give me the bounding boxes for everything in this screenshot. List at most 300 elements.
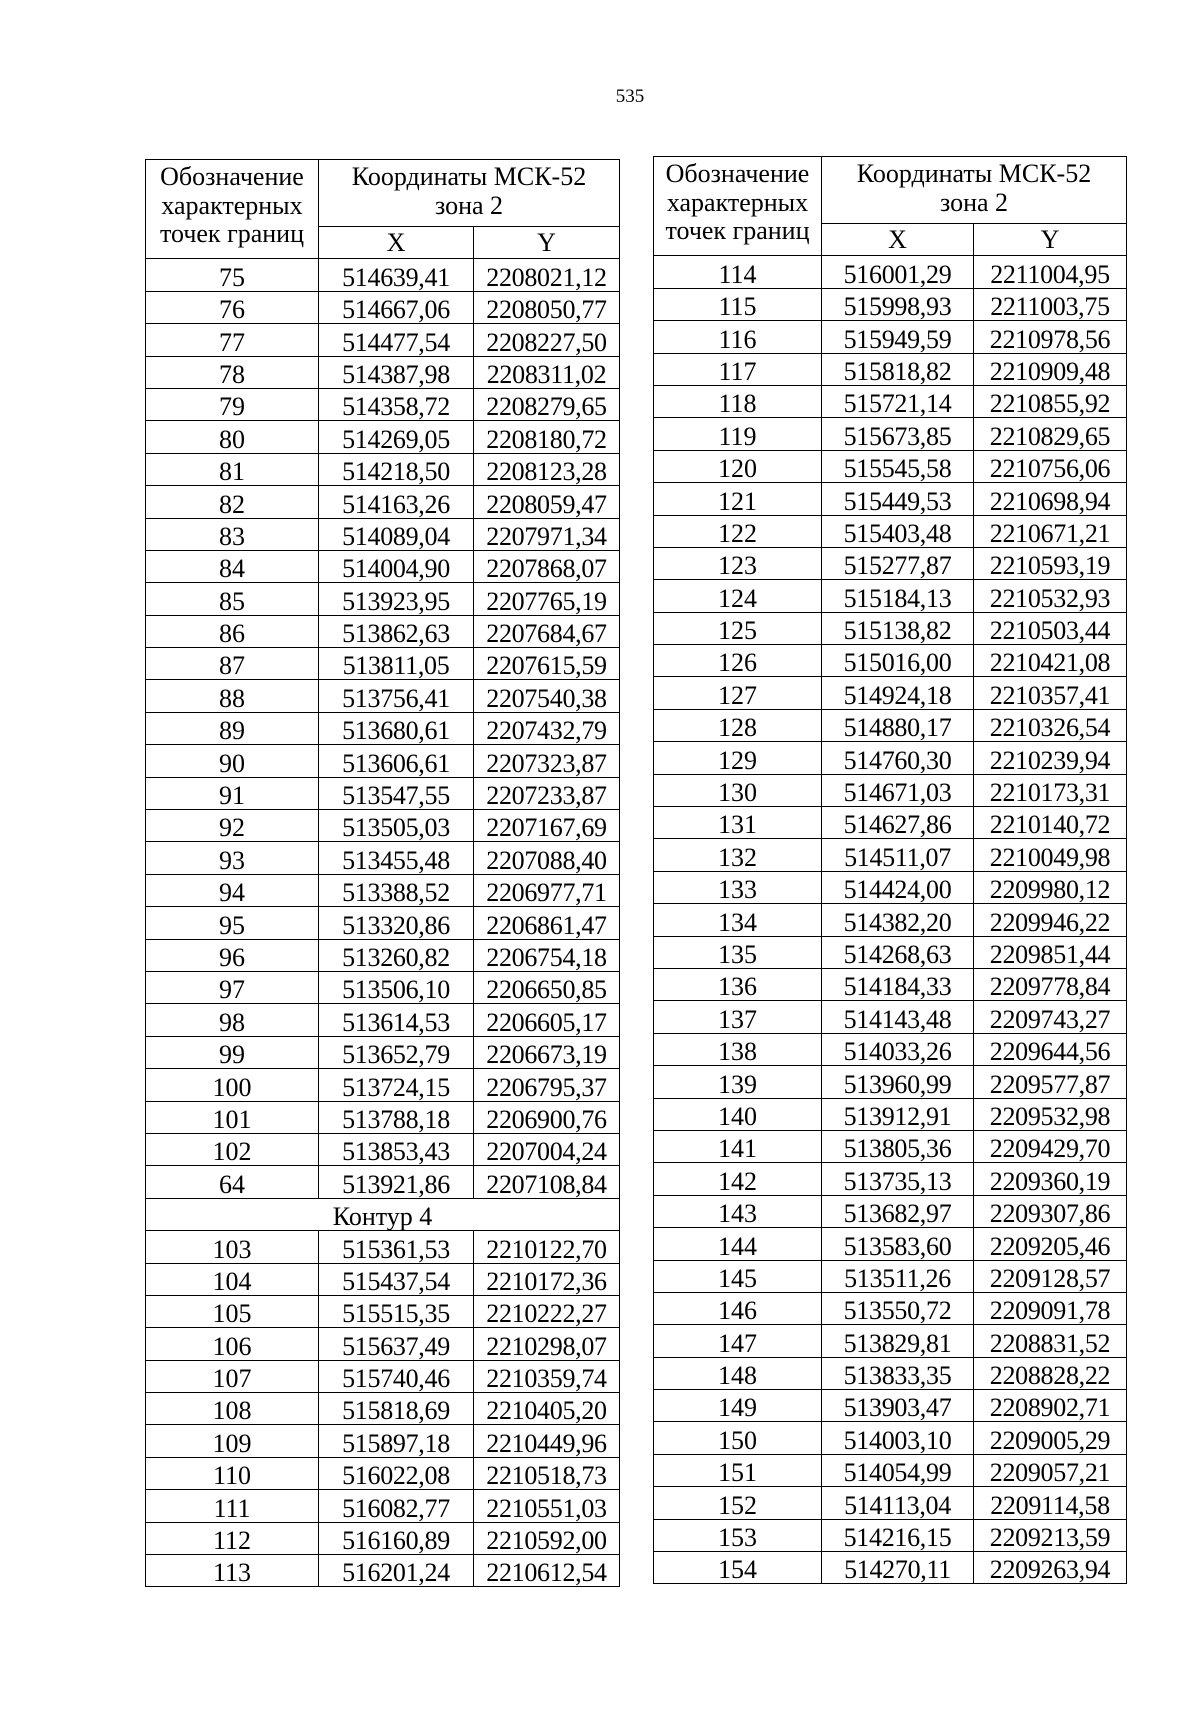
x-coordinate-cell: 513455,48 (319, 842, 474, 874)
point-id-cell: 133 (654, 871, 822, 903)
y-coordinate-cell: 2210421,08 (974, 645, 1127, 677)
table-row (654, 580, 1127, 612)
table-row (654, 1195, 1127, 1227)
x-coordinate-cell: 515721,14 (822, 385, 974, 417)
y-coordinate-cell: 2209980,12 (974, 871, 1127, 903)
x-coordinate-cell: 513682,97 (822, 1195, 974, 1227)
point-id-cell: 113 (146, 1555, 319, 1587)
y-coordinate-cell: 2210239,94 (974, 742, 1127, 774)
table-row (146, 486, 620, 518)
point-id-cell: 75 (146, 259, 319, 291)
table-body-right (654, 256, 1127, 1584)
x-coordinate-cell: 514270,11 (822, 1552, 974, 1584)
coordinates-table-left (145, 159, 620, 1587)
x-coordinate-cell: 516082,77 (319, 1490, 474, 1522)
x-coordinate-cell: 513923,95 (319, 583, 474, 615)
point-id-cell: 130 (654, 774, 822, 806)
point-id-cell: 89 (146, 712, 319, 744)
table-body-left (146, 259, 620, 1587)
y-coordinate-cell: 2208279,65 (474, 388, 620, 420)
table-row (146, 1522, 620, 1554)
x-coordinate-cell: 513862,63 (319, 615, 474, 647)
x-coordinate-cell: 515403,48 (822, 515, 974, 547)
x-coordinate-cell: 513833,35 (822, 1357, 974, 1389)
table-row (146, 1555, 620, 1587)
table-row (146, 259, 620, 291)
point-id-cell: 132 (654, 839, 822, 871)
table-row (146, 583, 620, 615)
point-id-cell: 86 (146, 615, 319, 647)
y-coordinate-cell: 2211004,95 (974, 256, 1127, 288)
x-coordinate-cell: 515949,59 (822, 321, 974, 353)
x-coordinate-cell: 514424,00 (822, 871, 974, 903)
table-row (654, 1552, 1127, 1584)
y-coordinate-cell: 2207004,24 (474, 1133, 620, 1165)
y-coordinate-cell: 2210222,27 (474, 1295, 620, 1327)
point-id-cell: 117 (654, 353, 822, 385)
x-coordinate-cell: 513550,72 (822, 1292, 974, 1324)
table-row (654, 288, 1127, 320)
page-number: 535 (615, 86, 645, 107)
point-id-cell: 114 (654, 256, 822, 288)
x-coordinate-cell: 514667,06 (319, 291, 474, 323)
header-label-line: Обозначение (160, 162, 304, 191)
point-id-cell: 143 (654, 1195, 822, 1227)
point-id-cell: 90 (146, 745, 319, 777)
y-coordinate-cell: 2210592,00 (474, 1522, 620, 1554)
point-id-cell: 123 (654, 547, 822, 579)
y-coordinate-cell: 2206795,37 (474, 1069, 620, 1101)
table-row (654, 677, 1127, 709)
y-column-header: Y (474, 227, 620, 259)
y-coordinate-cell: 2207088,40 (474, 842, 620, 874)
y-coordinate-cell: 2209532,98 (974, 1098, 1127, 1130)
table-row (654, 1066, 1127, 1098)
point-id-cell: 125 (654, 612, 822, 644)
y-coordinate-cell: 2208227,50 (474, 324, 620, 356)
point-id-cell: 154 (654, 1552, 822, 1584)
x-coordinate-cell: 513506,10 (319, 971, 474, 1003)
y-coordinate-cell: 2209213,59 (974, 1519, 1127, 1551)
point-id-cell: 116 (654, 321, 822, 353)
table-row (654, 709, 1127, 741)
point-id-cell: 121 (654, 483, 822, 515)
point-id-cell: 153 (654, 1519, 822, 1551)
point-id-cell: 147 (654, 1325, 822, 1357)
point-id-cell: 76 (146, 291, 319, 323)
y-coordinate-cell: 2206650,85 (474, 971, 620, 1003)
point-id-cell: 64 (146, 1166, 319, 1198)
table-row (146, 810, 620, 842)
table-row (654, 904, 1127, 936)
y-coordinate-cell: 2206605,17 (474, 1004, 620, 1036)
y-coordinate-cell: 2210298,07 (474, 1328, 620, 1360)
point-id-cell: 85 (146, 583, 319, 615)
x-coordinate-cell: 514358,72 (319, 388, 474, 420)
point-id-cell: 134 (654, 904, 822, 936)
y-coordinate-cell: 2209429,70 (974, 1130, 1127, 1162)
x-coordinate-cell: 513912,91 (822, 1098, 974, 1130)
x-column-header: X (822, 224, 974, 256)
point-id-cell: 128 (654, 709, 822, 741)
x-column-header: X (319, 227, 474, 259)
table-row (654, 936, 1127, 968)
header-label-line: точек границ (159, 219, 305, 249)
table-row (146, 939, 620, 971)
table-row (654, 645, 1127, 677)
point-id-cell: 83 (146, 518, 319, 550)
x-coordinate-cell: 513960,99 (822, 1066, 974, 1098)
x-coordinate-cell: 513388,52 (319, 874, 474, 906)
x-coordinate-cell: 514004,90 (319, 550, 474, 582)
coordinates-table-right (653, 156, 1127, 1584)
point-id-cell: 124 (654, 580, 822, 612)
x-coordinate-cell: 514477,54 (319, 324, 474, 356)
table-row (654, 839, 1127, 871)
point-id-cell: 149 (654, 1390, 822, 1422)
x-coordinate-cell: 516160,89 (319, 1522, 474, 1554)
y-coordinate-cell: 2210503,44 (974, 612, 1127, 644)
point-id-cell: 93 (146, 842, 319, 874)
table-row (654, 1098, 1127, 1130)
x-coordinate-cell: 513652,79 (319, 1036, 474, 1068)
point-designation-header (146, 160, 319, 259)
y-coordinate-cell: 2210909,48 (974, 353, 1127, 385)
table-row (146, 745, 620, 777)
point-id-cell: 139 (654, 1066, 822, 1098)
table-row (146, 874, 620, 906)
table-row (146, 842, 620, 874)
table-row (654, 1454, 1127, 1486)
point-id-cell: 100 (146, 1069, 319, 1101)
y-coordinate-cell: 2209205,46 (974, 1228, 1127, 1260)
table-row (146, 1036, 620, 1068)
point-id-cell: 138 (654, 1033, 822, 1065)
table-row (654, 1519, 1127, 1551)
x-coordinate-cell: 515138,82 (822, 612, 974, 644)
table-row (146, 1457, 620, 1489)
x-coordinate-cell: 514639,41 (319, 259, 474, 291)
x-coordinate-cell: 516201,24 (319, 1555, 474, 1587)
point-id-cell: 104 (146, 1263, 319, 1295)
y-coordinate-cell: 2209114,58 (974, 1487, 1127, 1519)
coordinates-header (319, 160, 620, 227)
table-row (146, 907, 620, 939)
point-id-cell: 91 (146, 777, 319, 809)
table-row (654, 353, 1127, 385)
table-row (146, 1328, 620, 1360)
table-row (654, 807, 1127, 839)
y-coordinate-cell: 2208021,12 (474, 259, 620, 291)
y-coordinate-cell: 2210593,19 (974, 547, 1127, 579)
y-coordinate-cell: 2210173,31 (974, 774, 1127, 806)
point-id-cell: 81 (146, 453, 319, 485)
table-row (146, 1263, 620, 1295)
x-coordinate-cell: 515277,87 (822, 547, 974, 579)
header-label-line: характерных (666, 187, 809, 217)
point-id-cell: 107 (146, 1360, 319, 1392)
table-row (654, 418, 1127, 450)
y-coordinate-cell: 2210357,41 (974, 677, 1127, 709)
table-row (146, 1069, 620, 1101)
x-coordinate-cell: 514880,17 (822, 709, 974, 741)
x-coordinate-cell: 514003,10 (822, 1422, 974, 1454)
y-coordinate-cell: 2208831,52 (974, 1325, 1127, 1357)
header-label-line: Обозначение (665, 159, 810, 188)
table-row (654, 1325, 1127, 1357)
table-row (146, 1360, 620, 1392)
y-coordinate-cell: 2211003,75 (974, 288, 1127, 320)
x-coordinate-cell: 515545,58 (822, 450, 974, 482)
table-row (654, 1487, 1127, 1519)
point-id-cell: 146 (654, 1292, 822, 1324)
coords-title-line: зона 2 (434, 190, 504, 220)
x-coordinate-cell: 515740,46 (319, 1360, 474, 1392)
point-id-cell: 105 (146, 1295, 319, 1327)
point-id-cell: 94 (146, 874, 319, 906)
x-coordinate-cell: 513921,86 (319, 1166, 474, 1198)
point-id-cell: 145 (654, 1260, 822, 1292)
x-coordinate-cell: 514216,15 (822, 1519, 974, 1551)
y-coordinate-cell: 2209307,86 (974, 1195, 1127, 1227)
point-id-cell: 101 (146, 1101, 319, 1133)
point-id-cell: 127 (654, 677, 822, 709)
point-id-cell: 111 (146, 1490, 319, 1522)
x-coordinate-cell: 514627,86 (822, 807, 974, 839)
x-coordinate-cell: 514054,99 (822, 1454, 974, 1486)
point-id-cell: 131 (654, 807, 822, 839)
table-row (654, 256, 1127, 288)
x-coordinate-cell: 513724,15 (319, 1069, 474, 1101)
coords-title-line: Координаты МСК-52 (351, 162, 587, 191)
y-coordinate-cell: 2207971,34 (474, 518, 620, 550)
y-coordinate-cell: 2206673,19 (474, 1036, 620, 1068)
y-coordinate-cell: 2210698,94 (974, 483, 1127, 515)
table-row (654, 321, 1127, 353)
y-coordinate-cell: 2210049,98 (974, 839, 1127, 871)
contour-label: Контур 4 (146, 1198, 620, 1230)
x-coordinate-cell: 516001,29 (822, 256, 974, 288)
point-id-cell: 88 (146, 680, 319, 712)
x-coordinate-cell: 513788,18 (319, 1101, 474, 1133)
x-coordinate-cell: 514760,30 (822, 742, 974, 774)
table-row (654, 450, 1127, 482)
x-coordinate-cell: 514163,26 (319, 486, 474, 518)
table-row (146, 712, 620, 744)
table-row (146, 550, 620, 582)
point-id-cell: 151 (654, 1454, 822, 1486)
x-coordinate-cell: 513320,86 (319, 907, 474, 939)
table-row (146, 680, 620, 712)
table-row (654, 968, 1127, 1000)
point-id-cell: 97 (146, 971, 319, 1003)
x-coordinate-cell: 515016,00 (822, 645, 974, 677)
table-row (654, 1390, 1127, 1422)
point-id-cell: 109 (146, 1425, 319, 1457)
table-row (654, 547, 1127, 579)
table-row (654, 1260, 1127, 1292)
x-coordinate-cell: 513614,53 (319, 1004, 474, 1036)
table-row (654, 774, 1127, 806)
header-label-line: точек границ (665, 216, 810, 246)
point-id-cell: 92 (146, 810, 319, 842)
contour-row (146, 1198, 620, 1230)
y-coordinate-cell: 2210122,70 (474, 1231, 620, 1263)
y-coordinate-cell: 2207868,07 (474, 550, 620, 582)
table-row (654, 1422, 1127, 1454)
x-coordinate-cell: 514033,26 (822, 1033, 974, 1065)
y-coordinate-cell: 2208059,47 (474, 486, 620, 518)
x-coordinate-cell: 513903,47 (822, 1390, 974, 1422)
point-id-cell: 108 (146, 1393, 319, 1425)
point-id-cell: 103 (146, 1231, 319, 1263)
x-coordinate-cell: 513805,36 (822, 1130, 974, 1162)
y-coordinate-cell: 2206977,71 (474, 874, 620, 906)
x-coordinate-cell: 513756,41 (319, 680, 474, 712)
point-id-cell: 141 (654, 1130, 822, 1162)
y-coordinate-cell: 2206861,47 (474, 907, 620, 939)
x-coordinate-cell: 514924,18 (822, 677, 974, 709)
x-coordinate-cell: 515998,93 (822, 288, 974, 320)
point-id-cell: 96 (146, 939, 319, 971)
y-coordinate-cell: 2210140,72 (974, 807, 1127, 839)
y-coordinate-cell: 2208902,71 (974, 1390, 1127, 1422)
point-id-cell: 110 (146, 1457, 319, 1489)
y-coordinate-cell: 2207684,67 (474, 615, 620, 647)
y-coordinate-cell: 2209743,27 (974, 1001, 1127, 1033)
x-coordinate-cell: 514671,03 (822, 774, 974, 806)
y-coordinate-cell: 2209577,87 (974, 1066, 1127, 1098)
point-id-cell: 148 (654, 1357, 822, 1389)
coords-title-line: зона 2 (939, 187, 1009, 217)
point-id-cell: 135 (654, 936, 822, 968)
point-id-cell: 140 (654, 1098, 822, 1130)
table-row (146, 971, 620, 1003)
point-id-cell: 78 (146, 356, 319, 388)
y-coordinate-cell: 2208123,28 (474, 453, 620, 485)
x-coordinate-cell: 513260,82 (319, 939, 474, 971)
x-coordinate-cell: 514113,04 (822, 1487, 974, 1519)
point-id-cell: 84 (146, 550, 319, 582)
y-coordinate-cell: 2208311,02 (474, 356, 620, 388)
y-coordinate-cell: 2210829,65 (974, 418, 1127, 450)
point-id-cell: 80 (146, 421, 319, 453)
point-id-cell: 98 (146, 1004, 319, 1036)
x-coordinate-cell: 515437,54 (319, 1263, 474, 1295)
y-coordinate-cell: 2208050,77 (474, 291, 620, 323)
table-row (146, 518, 620, 550)
point-id-cell: 99 (146, 1036, 319, 1068)
x-coordinate-cell: 513505,03 (319, 810, 474, 842)
y-coordinate-cell: 2210756,06 (974, 450, 1127, 482)
point-id-cell: 102 (146, 1133, 319, 1165)
y-coordinate-cell: 2209128,57 (974, 1260, 1127, 1292)
table-row (146, 324, 620, 356)
table-row (654, 1033, 1127, 1065)
coords-title-line: Координаты МСК-52 (856, 159, 1092, 188)
y-coordinate-cell: 2207540,38 (474, 680, 620, 712)
y-coordinate-cell: 2207108,84 (474, 1166, 620, 1198)
x-coordinate-cell: 514511,07 (822, 839, 974, 871)
table-row (146, 615, 620, 647)
x-coordinate-cell: 515673,85 (822, 418, 974, 450)
table-row (654, 871, 1127, 903)
point-id-cell: 122 (654, 515, 822, 547)
y-coordinate-cell: 2209091,78 (974, 1292, 1127, 1324)
table-row (146, 453, 620, 485)
table-row (146, 1295, 620, 1327)
y-coordinate-cell: 2206754,18 (474, 939, 620, 971)
x-coordinate-cell: 515637,49 (319, 1328, 474, 1360)
table-row (146, 1490, 620, 1522)
x-coordinate-cell: 515449,53 (822, 483, 974, 515)
x-coordinate-cell: 513853,43 (319, 1133, 474, 1165)
table-row (146, 1231, 620, 1263)
y-coordinate-cell: 2207167,69 (474, 810, 620, 842)
x-coordinate-cell: 515184,13 (822, 580, 974, 612)
table-row (654, 483, 1127, 515)
x-coordinate-cell: 514382,20 (822, 904, 974, 936)
point-id-cell: 129 (654, 742, 822, 774)
y-coordinate-cell: 2209778,84 (974, 968, 1127, 1000)
point-id-cell: 95 (146, 907, 319, 939)
y-coordinate-cell: 2207323,87 (474, 745, 620, 777)
table-row (146, 1004, 620, 1036)
table-row (146, 1101, 620, 1133)
table-row (146, 648, 620, 680)
coordinates-header (822, 157, 1127, 224)
point-id-cell: 120 (654, 450, 822, 482)
y-coordinate-cell: 2208828,22 (974, 1357, 1127, 1389)
x-coordinate-cell: 513511,26 (822, 1260, 974, 1292)
point-id-cell: 142 (654, 1163, 822, 1195)
y-coordinate-cell: 2210405,20 (474, 1393, 620, 1425)
y-column-header: Y (974, 224, 1127, 256)
x-coordinate-cell: 516022,08 (319, 1457, 474, 1489)
point-id-cell: 137 (654, 1001, 822, 1033)
y-coordinate-cell: 2209005,29 (974, 1422, 1127, 1454)
y-coordinate-cell: 2209263,94 (974, 1552, 1127, 1584)
x-coordinate-cell: 513606,61 (319, 745, 474, 777)
y-coordinate-cell: 2210449,96 (474, 1425, 620, 1457)
x-coordinate-cell: 515818,82 (822, 353, 974, 385)
point-id-cell: 136 (654, 968, 822, 1000)
y-coordinate-cell: 2207233,87 (474, 777, 620, 809)
x-coordinate-cell: 514184,33 (822, 968, 974, 1000)
y-coordinate-cell: 2208180,72 (474, 421, 620, 453)
point-id-cell: 106 (146, 1328, 319, 1360)
x-coordinate-cell: 513735,13 (822, 1163, 974, 1195)
table-row (654, 515, 1127, 547)
point-id-cell: 119 (654, 418, 822, 450)
table-row (654, 1001, 1127, 1033)
point-id-cell: 144 (654, 1228, 822, 1260)
point-id-cell: 79 (146, 388, 319, 420)
y-coordinate-cell: 2210855,92 (974, 385, 1127, 417)
x-coordinate-cell: 513547,55 (319, 777, 474, 809)
y-coordinate-cell: 2209851,44 (974, 936, 1127, 968)
table-row (654, 1163, 1127, 1195)
x-coordinate-cell: 514269,05 (319, 421, 474, 453)
x-coordinate-cell: 515818,69 (319, 1393, 474, 1425)
point-id-cell: 87 (146, 648, 319, 680)
point-id-cell: 82 (146, 486, 319, 518)
table-row (654, 1292, 1127, 1324)
table-row (146, 1425, 620, 1457)
x-coordinate-cell: 515361,53 (319, 1231, 474, 1263)
x-coordinate-cell: 513811,05 (319, 648, 474, 680)
table-row (654, 1130, 1127, 1162)
